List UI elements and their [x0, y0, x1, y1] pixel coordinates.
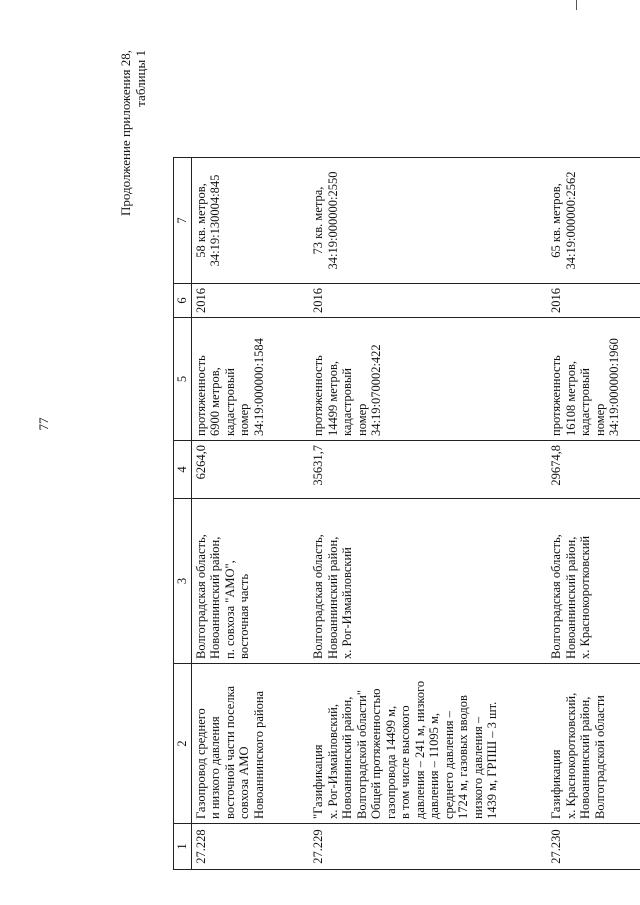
object-value: 29674,8 — [547, 441, 640, 499]
page-number: 77 — [36, 417, 51, 431]
column-header-7: 7 — [174, 158, 192, 284]
column-header-1: 1 — [174, 824, 192, 870]
object-address: Волгоградская область, Новоаннинский район, х. Рог-Измайловский — [309, 499, 547, 664]
column-header-5: 5 — [174, 318, 192, 441]
object-address: Волгоградская область, Новоаннинский район, х. Краснокоротковский — [547, 499, 640, 664]
object-name: Газопровод среднего и низкого давления восточной части поселка совхоза АМО Новоаннинского района — [191, 664, 309, 824]
object-year: 2016 — [309, 284, 547, 318]
row-number: 27.229 — [309, 824, 547, 870]
column-header-6: 6 — [174, 284, 192, 318]
table-caption — [118, 50, 148, 350]
land-plot: 73 кв. метра, 34:19:000000:2550 — [309, 158, 547, 284]
object-parameters: протяженность 14499 метров, кадастровый номер 34:19:070002:422 — [309, 318, 547, 441]
object-address: Волгоградская область, Новоаннинский район, п. совхоза "АМО", восточная часть — [191, 499, 309, 664]
object-value: 6264,0 — [191, 441, 309, 499]
object-parameters: протяженность 6900 метров, кадастровый номер 34:19:000000:1584 — [191, 318, 309, 441]
table-header-row — [174, 158, 192, 870]
land-plot: 65 кв. метров, 34:19:000000:2562 — [547, 158, 640, 284]
object-value: 35631,7 — [309, 441, 547, 499]
objects-table — [173, 157, 640, 870]
column-header-4: 4 — [174, 441, 192, 499]
column-header-2: 2 — [174, 664, 192, 824]
caption-line-2: таблицы 1 — [133, 50, 148, 107]
table-row — [547, 158, 640, 870]
rotated-page-content — [118, 50, 621, 870]
land-plot: 58 кв. метров, 34:19:130004:845 — [191, 158, 309, 284]
object-parameters: протяженность 16108 метров, кадастровый номер 34:19:000000:1960 — [547, 318, 640, 441]
object-name: Газификация х. Краснокоротковский, Новоаннинский район, Волгоградской области — [547, 664, 640, 824]
row-number: 27.228 — [191, 824, 309, 870]
object-year: 2016 — [191, 284, 309, 318]
column-header-3: 3 — [174, 499, 192, 664]
object-name: "Газификация х. Рог-Измайловский, Новоаннинский район, Волгоградской области" Общей протяженностью газопровода 14499 м, в том числе высокого давления – 241 м, низкого давления – 11095 м, среднего давления – 1724 м, газовых вводов низкого давления – 1439 м, ГРПШ – 3 шт. — [309, 664, 547, 824]
caption-line-1: Продолжение приложения 28, — [118, 50, 133, 217]
table-row — [191, 158, 309, 870]
row-number: 27.230 — [547, 824, 640, 870]
table-row — [309, 158, 547, 870]
scan-edge-mark — [576, 0, 577, 10]
object-year: 2016 — [547, 284, 640, 318]
